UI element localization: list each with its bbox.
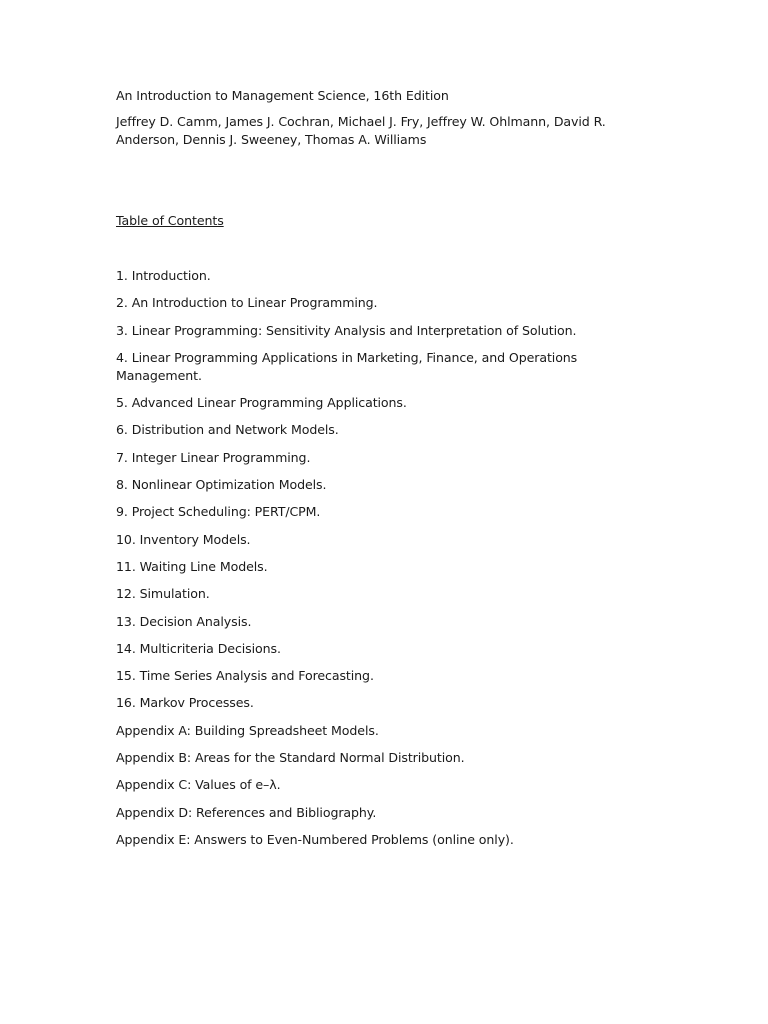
toc-item: 1. Introduction. bbox=[116, 268, 211, 283]
toc-item: 12. Simulation. bbox=[116, 586, 210, 602]
toc-item: 15. Time Series Analysis and Forecasting. bbox=[116, 668, 374, 684]
toc-item: 7. Integer Linear Programming. bbox=[116, 449, 311, 465]
toc-item: 16. Markov Processes. bbox=[116, 695, 254, 711]
toc-item: 13. Decision Analysis. bbox=[116, 613, 252, 629]
toc-item: Appendix A: Building Spreadsheet Models. bbox=[116, 722, 379, 738]
toc-item: 5. Advanced Linear Programming Applications. bbox=[116, 395, 407, 411]
document-authors: Jeffrey D. Camm, James J. Cochran, Michael J. Fry, Jeffrey W. Ohlmann, David R. Anderson, Dennis J. Sweeney, Thomas A. Williams bbox=[116, 114, 606, 147]
toc-item: Appendix B: Areas for the Standard Normal Distribution. bbox=[116, 750, 465, 766]
toc-item: 4. Linear Programming Applications in Marketing, Finance, and Operations Management. bbox=[116, 349, 578, 383]
toc-item: 6. Distribution and Network Models. bbox=[116, 422, 339, 438]
toc-item: 3. Linear Programming: Sensitivity Analysis and Interpretation of Solution. bbox=[116, 322, 577, 338]
toc-item: 11. Waiting Line Models. bbox=[116, 558, 268, 574]
toc-item: Appendix D: References and Bibliography. bbox=[116, 804, 377, 820]
toc-heading: Table of Contents bbox=[116, 213, 224, 228]
document-page bbox=[116, 87, 616, 858]
toc-item: 2. An Introduction to Linear Programming. bbox=[116, 295, 378, 311]
toc-item: Appendix E: Answers to Even-Numbered Problems (online only). bbox=[116, 831, 514, 847]
toc-item: 14. Multicriteria Decisions. bbox=[116, 640, 281, 656]
toc-item: 9. Project Scheduling: PERT/CPM. bbox=[116, 504, 321, 520]
document-title: An Introduction to Management Science, 16th Edition bbox=[116, 88, 449, 103]
toc-item: 8. Nonlinear Optimization Models. bbox=[116, 477, 327, 493]
toc-item: Appendix C: Values of e–λ. bbox=[116, 777, 281, 793]
toc-item: 10. Inventory Models. bbox=[116, 531, 251, 547]
toc-list bbox=[116, 267, 616, 849]
